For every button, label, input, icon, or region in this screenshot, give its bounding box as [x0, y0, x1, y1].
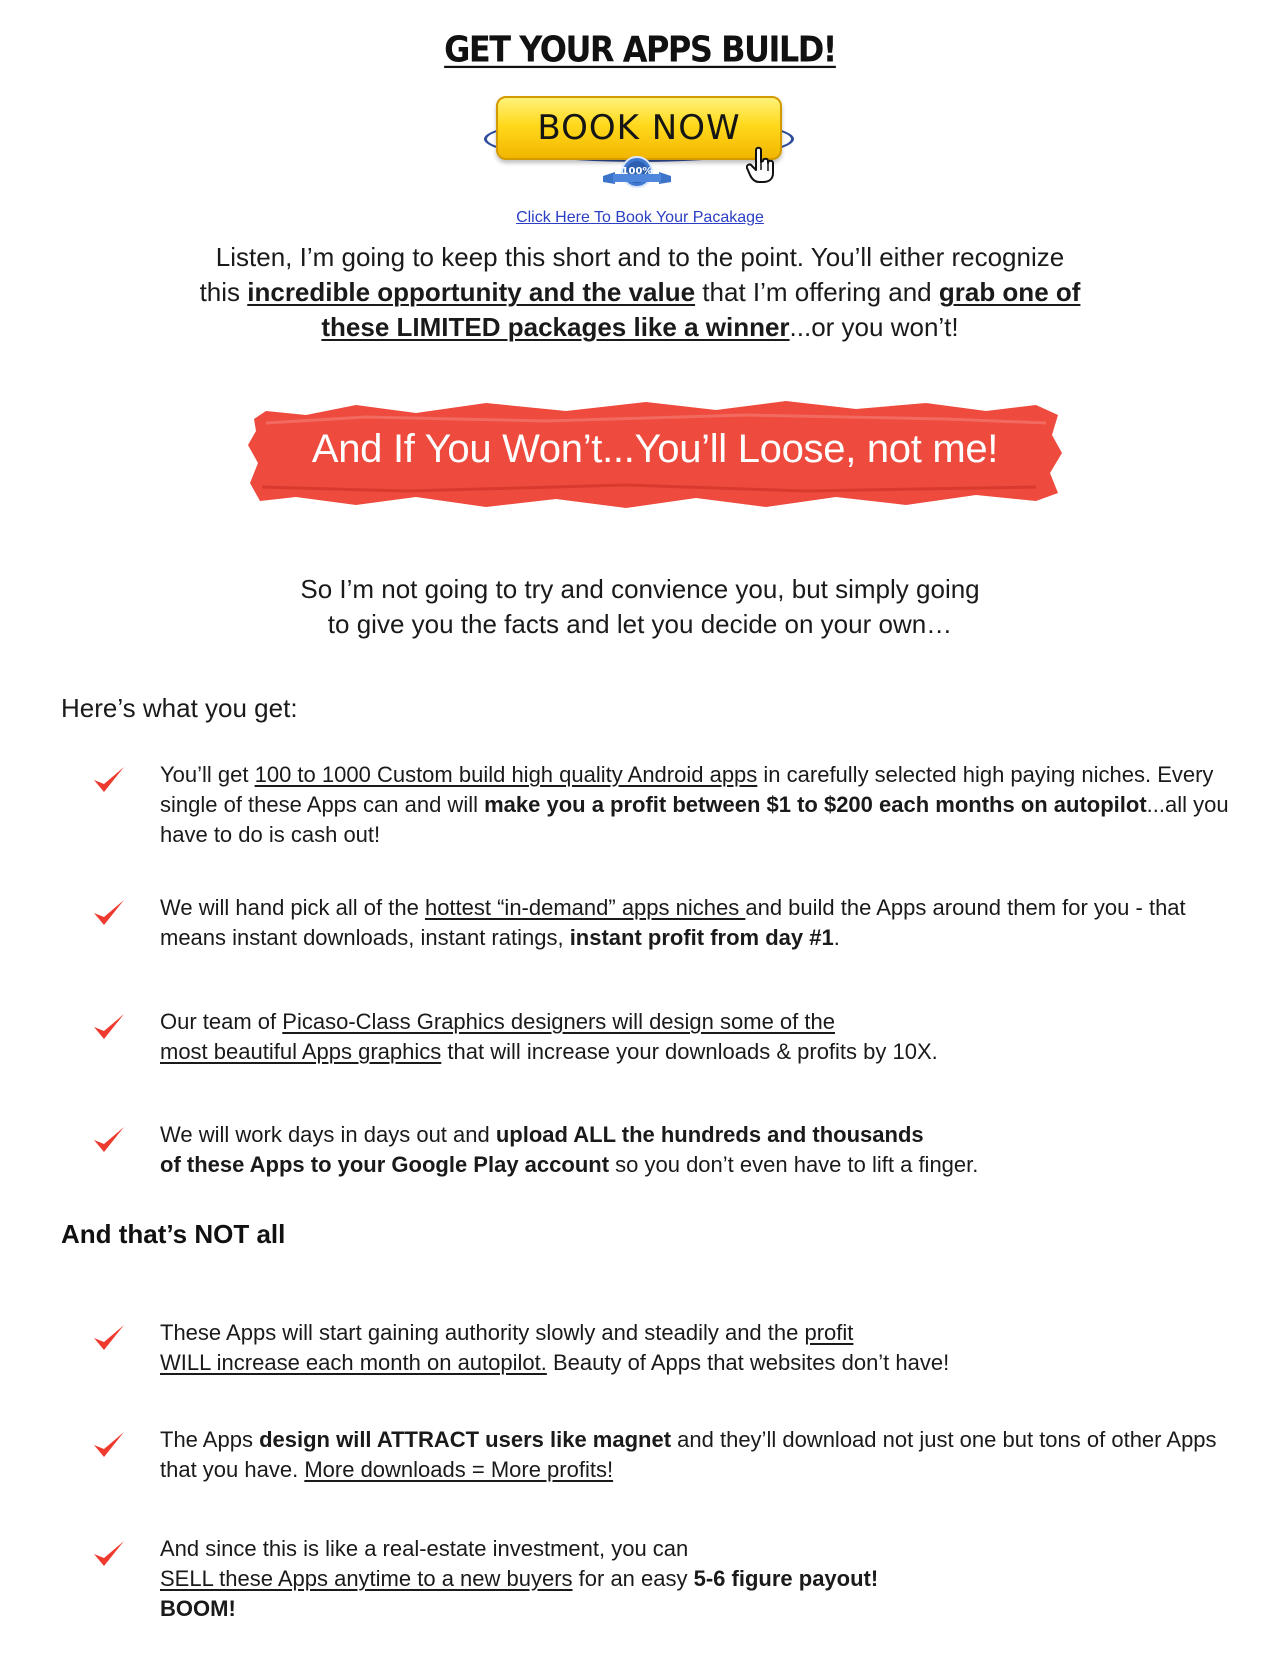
checkmark-icon	[92, 1322, 126, 1354]
svg-text:100%: 100%	[621, 166, 653, 177]
checkmark-icon	[92, 1429, 126, 1461]
banner-text: And If You Won’t...You’ll Loose, not me!	[311, 427, 999, 471]
headline-text: GET YOUR APPS BUILD!	[444, 27, 836, 71]
section-title-what-you-get: Here’s what you get:	[61, 693, 298, 723]
facts-paragraph	[0, 572, 1280, 642]
book-now-button-group[interactable]	[484, 96, 794, 188]
benefit-text: We will hand pick all of the hottest “in-demand” apps niches and build the Apps around them for you - that means instant downloads, instant ratings, instant profit from day #1.	[160, 895, 1186, 950]
checkmark-icon	[92, 1538, 126, 1570]
benefit-text: Our team of Picaso-Class Graphics designers will design some of the most beautiful Apps graphics that will increase your downloads & profits by 10X.	[160, 1009, 938, 1064]
intro-line-1: Listen, I’m going to keep this short and to the point. You’ll either recognize	[215, 242, 1065, 272]
page-headline	[0, 28, 1280, 71]
intro-line-3: these LIMITED packages like a winner...or you won’t!	[321, 312, 959, 342]
intro-paragraph	[0, 240, 1280, 345]
facts-line-1: So I’m not going to try and convience you, but simply going	[300, 574, 980, 604]
book-package-link-row	[0, 209, 1280, 227]
cursor-hand-icon	[746, 146, 776, 184]
warning-banner	[246, 397, 1064, 512]
checkmark-icon	[92, 897, 126, 929]
benefit-text: You’ll get 100 to 1000 Custom build high quality Android apps in carefully selected high paying niches. Every single of these Apps can and will make you a profit between $1 to $200 each months on autopilot...all you have to do is cash out!	[160, 762, 1229, 847]
benefit-text: We will work days in days out and upload ALL the hundreds and thousands of these Apps to your Google Play account so you don’t even have to lift a finger.	[160, 1122, 979, 1177]
benefit-text: The Apps design will ATTRACT users like magnet and they’ll download not just one but tons of other Apps that you have. More downloads = More profits!	[160, 1427, 1217, 1482]
facts-line-2: to give you the facts and let you decide on your own…	[327, 609, 953, 639]
satisfaction-seal-icon	[601, 156, 673, 188]
book-now-label: BOOK NOW	[537, 108, 741, 148]
benefit-text: These Apps will start gaining authority slowly and steadily and the profit WILL increase each month on autopilot. Beauty of Apps that websites don’t have!	[160, 1320, 950, 1375]
checkmark-icon	[92, 1011, 126, 1043]
section-title-not-all: And that’s NOT all	[61, 1219, 286, 1249]
book-now-button[interactable]	[496, 96, 782, 160]
book-package-link[interactable]: Click Here To Book Your Pacakage	[516, 209, 764, 226]
checkmark-icon	[92, 1124, 126, 1156]
checkmark-icon	[92, 764, 126, 796]
intro-line-2: this incredible opportunity and the value that I’m offering and grab one of	[199, 277, 1081, 307]
benefit-text: And since this is like a real-estate investment, you can SELL these Apps anytime to a new buyers for an easy 5-6 figure payout! BOOM!	[160, 1536, 879, 1621]
